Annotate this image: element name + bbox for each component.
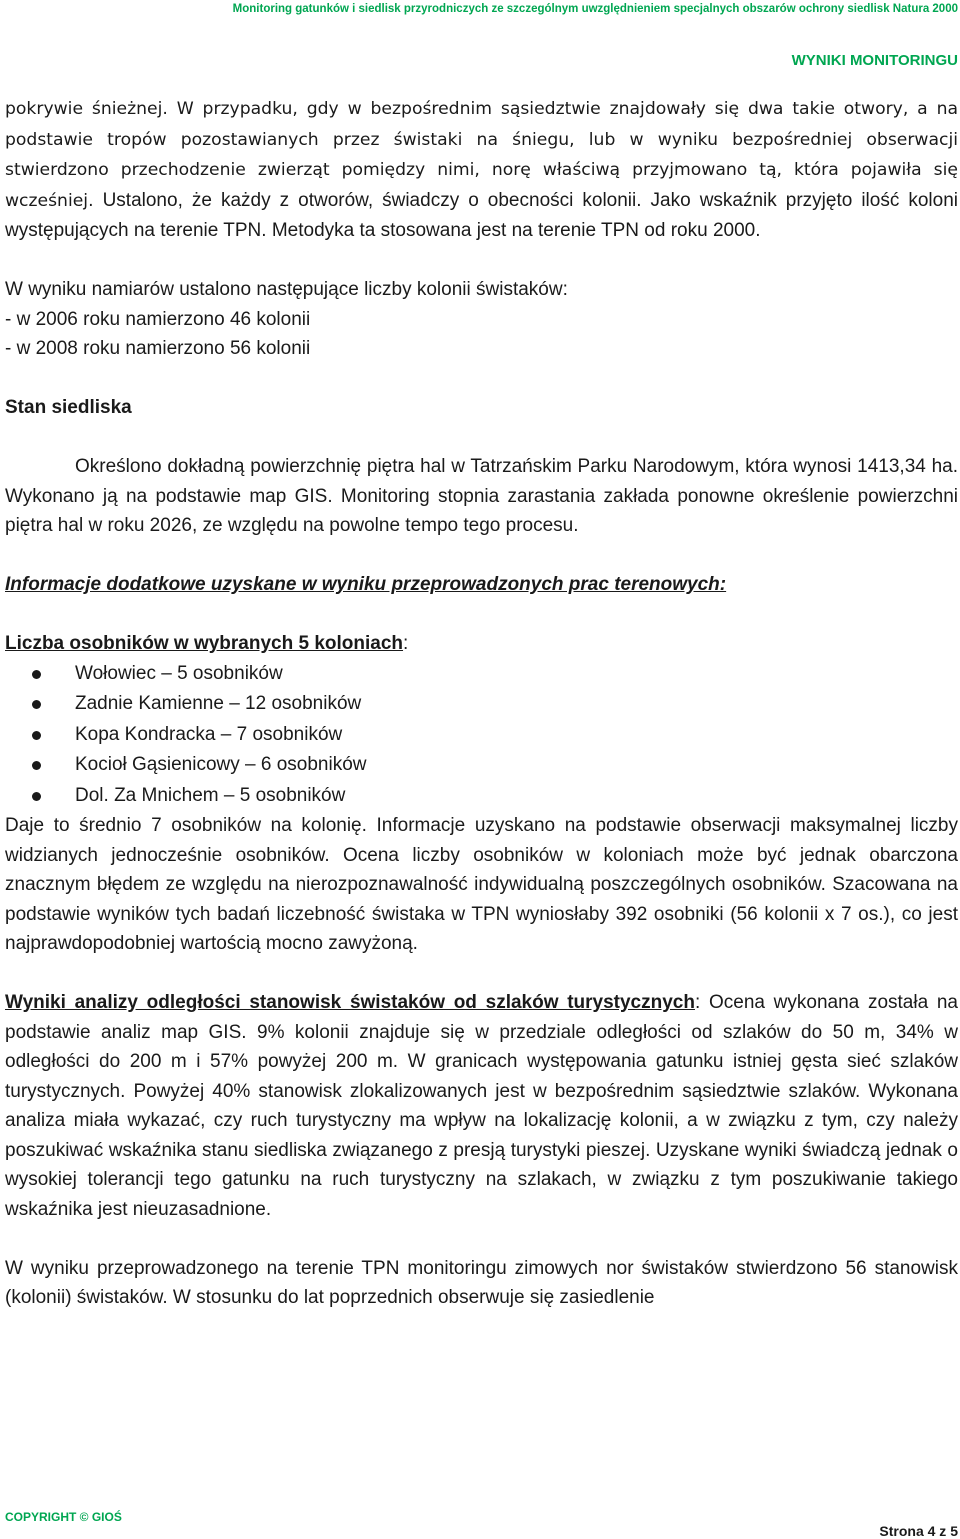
- list-item: [5, 720, 958, 751]
- distance-paragraph: [5, 988, 958, 1224]
- project-title: Monitoring gatunków i siedlisk przyrodniczych ze szczególnym uwzględnieniem specjalnych obszarów ochrony siedlisk Natura 2000: [232, 3, 958, 15]
- section-title: WYNIKI MONITORINGU: [791, 52, 958, 69]
- document-body: [5, 94, 958, 1313]
- individuals-heading-line: [5, 629, 958, 659]
- count-2008: - w 2008 roku namierzono 56 kolonii: [5, 338, 311, 359]
- habitat-heading: Stan siedliska: [5, 397, 132, 418]
- counts-intro: W wyniku namiarów ustalono następujące liczby kolonii świstaków:: [5, 279, 568, 300]
- extra-info-heading: Informacje dodatkowe uzyskane w wyniku przeprowadzonych prac terenowych:: [5, 574, 727, 595]
- bullet-icon: [32, 670, 41, 679]
- colony-item-label: Zadnie Kamienne – 12 osobników: [75, 693, 362, 714]
- individuals-paragraph: Daje to średnio 7 osobników na kolonię. Informacje uzyskano na podstawie obserwacji maksymalnej liczby widzianych jednocześnie osobników. Ocena liczby osobników w koloniach może być jednak obarczona znacznym błędem ze względu na nierozpoznawalność indywidualną poszczególnych osobników. Szacowana na podstawie wyników tych badań liczebność świstaka w TPN wyniosłaby 392 osobniki (56 kolonii x 7 os.), co jest najprawdopodobniej wartością mocno zawyżoną.: [5, 815, 958, 954]
- distance-heading: Wyniki analizy odległości stanowisk świstaków od szlaków turystycznych: [5, 992, 695, 1013]
- habitat-paragraph: Określono dokładną powierzchnię piętra hal w Tatrzańskim Parku Narodowym, która wynosi 1413,34 ha. Wykonano ją na podstawie map GIS. Monitoring stopnia zarastania zakłada ponowne określenie powierzchni piętra hal w roku 2026, ze względu na powolne tempo tego procesu.: [5, 456, 958, 536]
- colony-item-label: Kocioł Gąsienicowy – 6 osobników: [75, 754, 367, 775]
- individuals-colon: :: [403, 633, 409, 654]
- individuals-heading: Liczba osobników w wybranych 5 koloniach: [5, 633, 404, 654]
- distance-text: : Ocena wykonana została na podstawie analiz map GIS. 9% kolonii znajduje się w przedziale odległości od szlaków do 50 m, 34% w odległości do 200 m i 57% powyżej 200 m. W granicach występowania gatunku istniej gęsta sieć szlaków turystycznych. Powyżej 40% stanowisk zlokalizowanych jest w bezpośrednim sąsiedztwie szlaków. Wykonana analiza miała wykazać, czy ruch turystyczny ma wpływ na lokalizację kolonii, a w związku z tym, czy należy poszukiwać wskaźnika stanu siedliska związanego z presją turystyki pieszej. Uzyskane wyniki świadczą jednak o wysokiej tolerancji tego gatunku na ruch turystyczny na szlakach, w związku z tym poszukiwanie takiego wskaźnika jest nieuzasadnione.: [5, 992, 958, 1220]
- colony-item-label: Dol. Za Mnichem – 5 osobników: [75, 784, 346, 806]
- bullet-icon: [32, 731, 41, 740]
- winter-paragraph: W wyniku przeprowadzonego na terenie TPN monitoringu zimowych nor świstaków stwierdzono 56 stanowisk (kolonii) świstaków. W stosunku do lat poprzednich obserwuje się zasiedlenie: [5, 1257, 958, 1308]
- colony-item-label: Wołowiec – 5 osobników: [75, 662, 283, 684]
- method-text-cont: Ustalono, że każdy z otworów, świadczy o obecności kolonii. Jako wskaźnik przyjęto ilość koloni występujących na terenie TPN. Metodyka ta stosowana jest na terenie TPN od roku 2000.: [5, 189, 959, 241]
- page-number: Strona 4 z 5: [879, 1523, 958, 1539]
- list-item: [5, 781, 958, 812]
- list-item: [5, 750, 958, 781]
- bullet-icon: [32, 700, 41, 709]
- list-item: [5, 689, 958, 720]
- bullet-icon: [32, 792, 41, 801]
- method-text: pokrywie śnieżnej. W przypadku, gdy w bezpośrednim sąsiedztwie znajdowały się dwa takie otwory, a na podstawie tropów pozostawianych przez świstaki na śniegu, lub w wyniku bezpośredniej obserwacji stwierdzono przechodzenie zwierząt pomiędzy nimi, norę właściwą przyjmowano tą, która pojawiła się wcześniej.: [5, 99, 958, 211]
- list-item: [5, 659, 958, 690]
- copyright: COPYRIGHT © GIOŚ: [5, 1510, 122, 1524]
- method-paragraph: [5, 94, 958, 246]
- colony-list: [5, 659, 958, 812]
- colony-item-label: Kopa Kondracka – 7 osobników: [75, 723, 343, 745]
- bullet-icon: [32, 761, 41, 770]
- count-2006: - w 2006 roku namierzono 46 kolonii: [5, 308, 311, 330]
